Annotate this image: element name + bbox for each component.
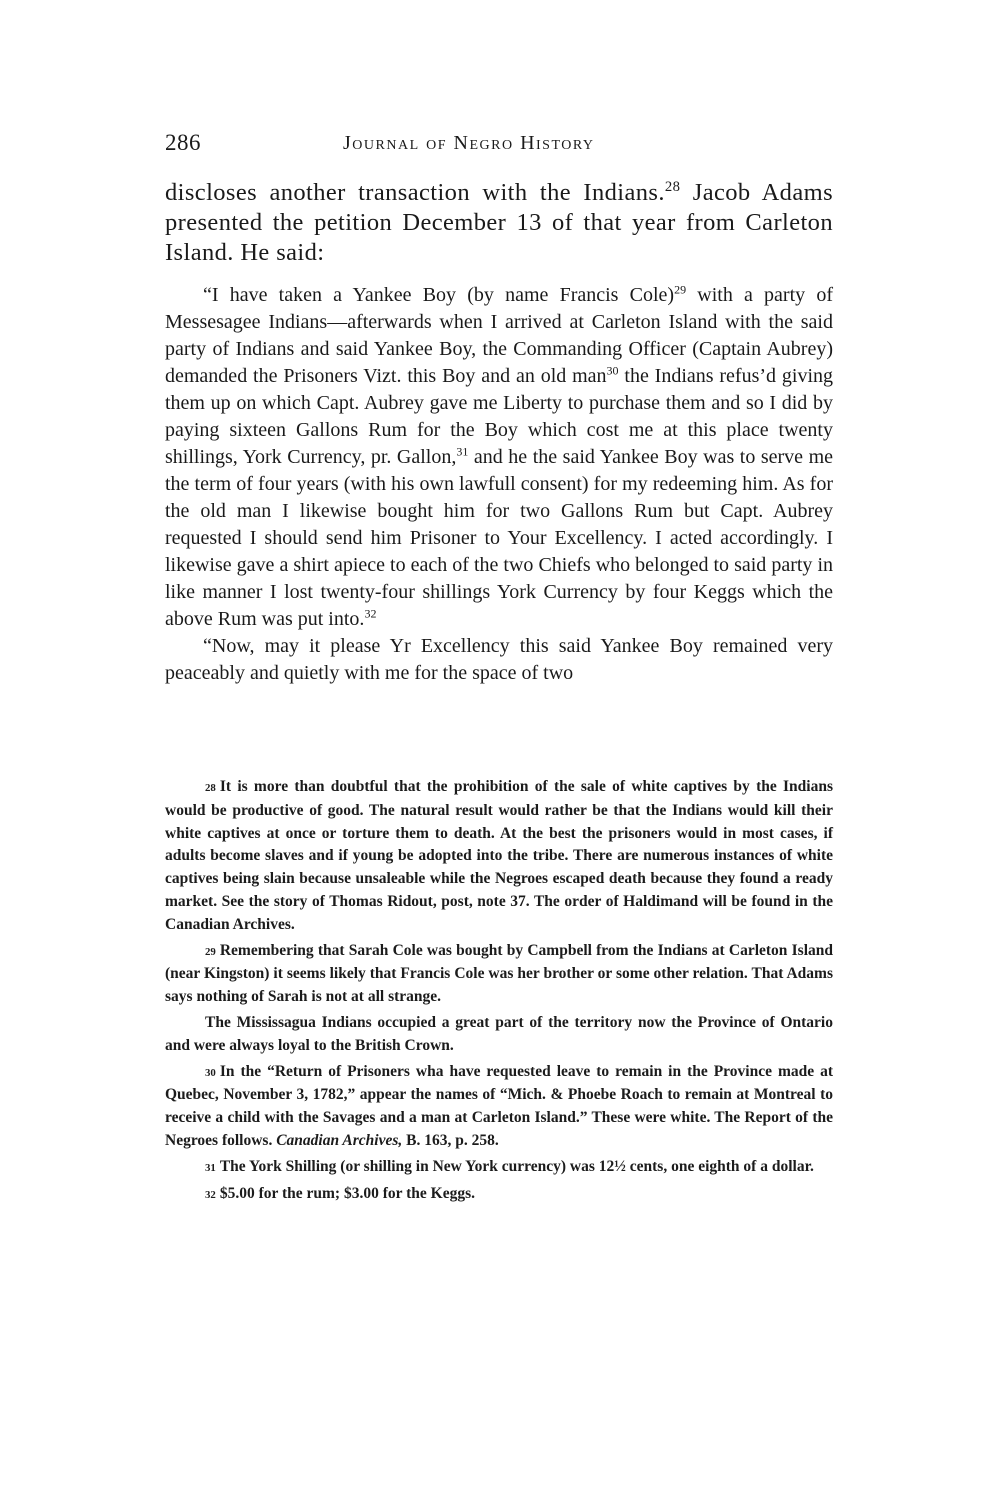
quote-text: and he the said Yankee Boy was to serve me the term of four years (with his own lawfull consent) for my redeeming him. As for the old man I likewise bought him for two Gallons Rum but Capt. Aubrey requested I should send him Prisoner to Your Excellency. I acted accordingly. I likewise gave a shirt apiece to each of the two Chiefs who belonged to said party in like manner I lost twenty-four shillings York Currency by four Keggs which the above Rum was put into. [165, 446, 833, 630]
footnote-mark: 29 [205, 945, 216, 958]
footnote-mark: 30 [205, 1066, 216, 1079]
footnote-29-continued: The Mississagua Indians occupied a great part of the territory now the Province of Ontario and were always loyal to the British Crown. [165, 1013, 833, 1054]
quote-paragraph-1 [165, 282, 833, 633]
running-header [165, 130, 833, 164]
footnote-mark: 28 [205, 782, 216, 794]
quote-text: the Indians refus’d giving them up on which Capt. Aubrey gave me Liberty to purchase them and so I did by paying sixteen Gallons Rum for the Boy which cost me at this place twenty shillings, York Currency, pr. Gallon, [165, 365, 833, 468]
footnote-28 [165, 776, 833, 937]
footnote-source-ref: B. 163, p. 258. [402, 1131, 499, 1149]
footnote-text: It is more than doubtful that the prohibition of the sale of white captives by the Indians would be productive of good. The natural result would rather be that the Indians would kill their white captives at once or torture them to death. At the best the prisoners would in most cases, if adults become slaves and if young be adopted into the tribe. There are numerous instances of white captives being slain because unsaleable while the Negroes escaped death because they found a ready market. See the story of Thomas Ridout, post, note 37. The order of Haldimand will be found in the Canadian Archives. [165, 778, 833, 933]
footnote-ref-29: 29 [674, 282, 687, 297]
footnote-31 [165, 1156, 833, 1180]
quote-text: with a party of Messesagee Indians—afterwards when I arrived at Carleton Island with the said party of Indians and said Yankee Boy, the Commanding Officer (Captain Aubrey) demanded the Prisoners Vizt. this Boy and an old man [165, 284, 833, 387]
page-number: 286 [165, 130, 201, 155]
footnote-ref-32: 32 [364, 606, 377, 621]
footnote-32 [165, 1183, 833, 1207]
footnote-text: In the “Return of Prisoners wha have requested leave to remain in the Province made at Quebec, November 3, 1782,” appear the names of “Mich. & Phoebe Roach to remain at Montreal to receive a child with the Savages and a man at Carleton Island.” These were white. The Report of the Negroes follows. [165, 1062, 833, 1149]
footnote-29 [165, 940, 833, 1009]
quote-paragraph-2: “Now, may it please Yr Excellency this said Yankee Boy remained very peaceably and quietly with me for the space of two [165, 635, 833, 684]
footnote-ref-28: 28 [664, 178, 681, 195]
footnote-source: Canadian Archives, [276, 1131, 403, 1149]
intro-text-before: discloses another transaction with the Indians. [165, 179, 665, 206]
footnotes [165, 776, 833, 1209]
footnote-mark: 31 [205, 1161, 216, 1174]
block-quote [165, 282, 833, 687]
footnote-text: The York Shilling (or shilling in New York currency) was 12½ cents, one eighth of a dollar. [219, 1157, 814, 1175]
footnote-mark: 32 [205, 1188, 216, 1201]
footnote-text: $5.00 for the rum; $3.00 for the Keggs. [219, 1184, 475, 1202]
intro-paragraph [165, 178, 833, 268]
intro-text-after: Jacob Adams presented the petition December 13 of that year from Carleton Island. He said: [165, 179, 833, 266]
quote-text: “I have taken a Yankee Boy (by name Francis Cole) [203, 284, 675, 306]
footnote-text: Remembering that Sarah Cole was bought by Campbell from the Indians at Carleton Island (near Kingston) it seems likely that Francis Cole was her brother or some other relation. That Adams says nothing of Sarah is not at all strange. [165, 941, 833, 1006]
running-title: Journal of Negro History [343, 132, 595, 154]
footnote-ref-31: 31 [456, 444, 469, 459]
footnote-ref-30: 30 [606, 363, 619, 378]
footnote-30 [165, 1061, 833, 1153]
